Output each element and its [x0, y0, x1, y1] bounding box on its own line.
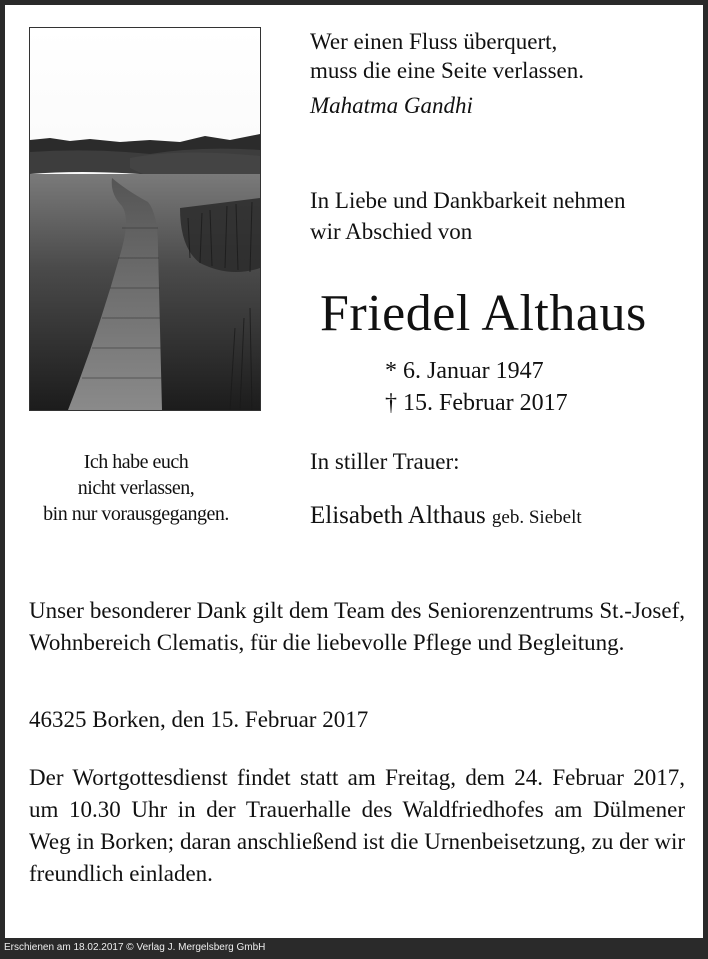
publication-footer: Erschienen am 18.02.2017 © Verlag J. Mergelsberg GmbH — [4, 942, 266, 953]
quote-line-1: Wer einen Fluss überquert, — [310, 29, 558, 54]
intro-line-2: wir Abschied von — [310, 219, 473, 244]
mourning-heading: In stiller Trauer: — [310, 449, 460, 474]
birth-date: * 6. Januar 1947 — [385, 358, 544, 384]
boardwalk-photo — [29, 27, 261, 411]
place-date: 46325 Borken, den 15. Februar 2017 — [29, 707, 369, 732]
quote-author: Mahatma Gandhi — [310, 93, 473, 118]
obituary-card — [5, 5, 703, 938]
poem-line-2: nicht verlassen, — [77, 477, 195, 499]
intro-line-1: In Liebe und Dankbarkeit nehmen — [310, 188, 626, 213]
life-dates — [385, 355, 568, 419]
quote-line-2: muss die eine Seite verlassen. — [310, 58, 585, 83]
mourner-maiden-name: geb. Siebelt — [491, 507, 582, 528]
quote — [310, 27, 584, 85]
deceased-name: Friedel Althaus — [320, 285, 647, 342]
mourner — [310, 502, 582, 530]
death-date: † 15. Februar 2017 — [385, 390, 568, 416]
service-paragraph: Der Wortgottesdienst findet statt am Freitag, dem 24. Februar 2017, um 10.30 Uhr in der Trauerhalle des Waldfriedhofes am Dülmener Weg in Borken; daran anschließend ist die Urnenbeisetzung, zu der wir freundlich einladen. — [29, 765, 685, 886]
boardwalk-photo-illustration — [30, 28, 260, 410]
mourner-name: Elisabeth Althaus — [310, 502, 486, 529]
poem-line-1: Ich habe euch — [83, 451, 189, 473]
poem — [5, 449, 267, 527]
poem-line-3: bin nur vorausgegangen. — [43, 503, 229, 525]
intro-text — [310, 185, 626, 247]
thanks-paragraph: Unser besonderer Dank gilt dem Team des Seniorenzentrums St.-Josef, Wohnbereich Clematis, für die liebevolle Pflege und Begleitung. — [29, 598, 685, 655]
